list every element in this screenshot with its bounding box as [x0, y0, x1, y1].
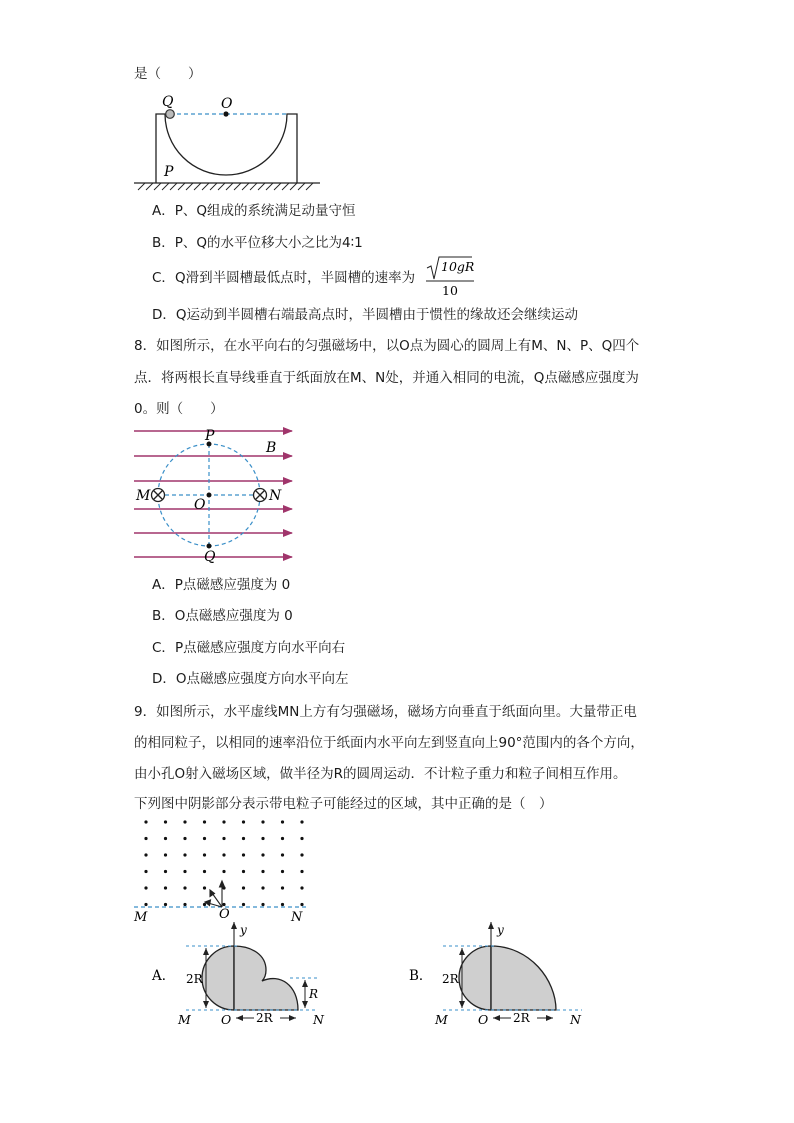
dim-label-width: 2R [513, 1011, 530, 1025]
label-M: M [134, 910, 148, 925]
label-B: B [266, 440, 277, 456]
label-O: O [194, 497, 206, 513]
label-N: N [291, 910, 303, 925]
option-letter: D． [152, 307, 176, 323]
label-N: N [269, 488, 282, 504]
label-O: O [219, 907, 230, 922]
option-letter: D． [152, 671, 176, 687]
label-O: O [478, 1012, 489, 1027]
q7-stem-tail: 是（ ） [134, 66, 202, 82]
label-M: M [435, 1012, 448, 1027]
option-text: P、Q组成的系统满足动量守恒 [174, 203, 356, 219]
label-M: M [136, 488, 151, 504]
label-N: N [313, 1012, 324, 1027]
label-O: O [221, 1012, 232, 1027]
option-letter: C． [152, 270, 175, 286]
q8-stem-line-2: 点．将两根长直导线垂直于纸面放在M、N处，并通入相同的电流，Q点磁感应强度为 [134, 370, 639, 386]
q9-stem-line-2: 的相同粒子，以相同的速率沿位于纸面内水平向左到竖直向上90°范围内的各个方向， [134, 735, 644, 751]
option-letter: A． [152, 203, 175, 219]
option-text: Q运动到半圆槽右端最高点时，半圆槽由于惯性的缘故还会继续运动 [175, 307, 579, 323]
option-text: O点磁感应强度为 0 [174, 608, 293, 624]
option-text: P点磁感应强度方向水平向右 [174, 640, 346, 656]
option-text: P点磁感应强度为 0 [174, 577, 291, 593]
y-axis-label: y [240, 923, 247, 937]
option-letter: B． [409, 968, 433, 984]
dim-label-width: 2R [256, 1011, 273, 1025]
dim-label-2R: 2R [186, 972, 203, 986]
q8-stem-line-1: 8．如图所示，在水平向右的匀强磁场中，以O点为圆心的圆周上有M、N、P、Q四个 [134, 338, 640, 354]
option-letter: A． [152, 968, 176, 984]
shaded-region-right [491, 946, 556, 1010]
q9-stem-line-1: 9．如图所示，水平虚线MN上方有匀强磁场，磁场方向垂直于纸面向里。大量带正电 [134, 704, 637, 720]
option-letter: B． [152, 608, 175, 624]
option-letter: B． [152, 235, 175, 251]
option-text: O点磁感应强度方向水平向左 [175, 671, 349, 687]
label-P: P [205, 428, 215, 444]
q8-stem-line-3: 0。则（ ） [134, 401, 224, 417]
dim-label-2R: 2R [442, 972, 459, 986]
option-letter: A． [152, 577, 175, 593]
formula-numerator: 10gR [441, 259, 475, 274]
label-N: N [570, 1012, 581, 1027]
formula-denominator: 10 [442, 283, 458, 298]
y-axis-label: y [497, 923, 504, 937]
q9-stem-line-4: 下列图中阴影部分表示带电粒子可能经过的区域，其中正确的是（ ） [134, 796, 553, 812]
label-M: M [178, 1012, 191, 1027]
dim-label-R: R [309, 987, 319, 1001]
label-Q: Q [204, 549, 216, 565]
label-Q: Q [162, 94, 174, 110]
option-text: P、Q的水平位移大小之比为4∶1 [174, 235, 363, 251]
option-letter: C． [152, 640, 175, 656]
shaded-region-left [459, 946, 491, 1010]
q9-stem-line-3: 由小孔O射入磁场区域，做半径为R的圆周运动．不计粒子重力和粒子间相互作用。 [134, 766, 627, 782]
option-text: Q滑到半圆槽最低点时，半圆槽的速率为 [174, 270, 416, 286]
label-P: P [164, 164, 174, 180]
label-O: O [221, 96, 233, 112]
